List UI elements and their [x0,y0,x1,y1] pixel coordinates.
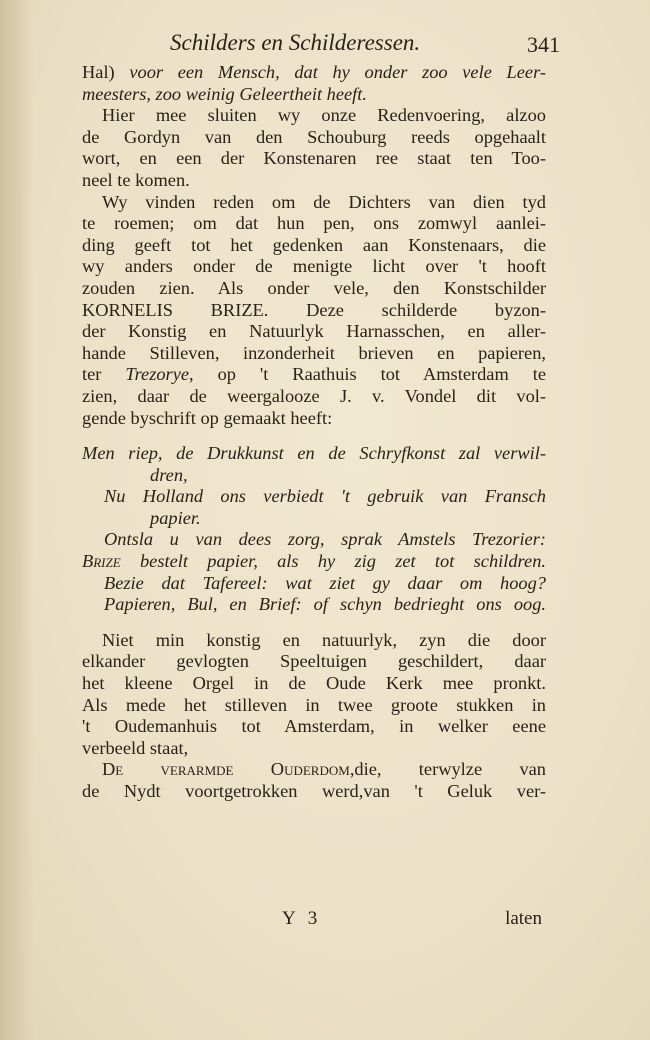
text-run: KORNELIS BRIZE. [82,299,269,320]
text-line [82,738,546,760]
text-run: ,die, terwylze van [349,759,546,780]
text-run: Wy vinden reden om de Dichters van dien tyd [102,191,546,212]
text-line [82,594,546,616]
text-run: wort, en een der Konstenaren ree staat ten Too- [82,148,546,169]
text-run: te roemen; om dat hun pen, ons zomwyl aanlei- [82,213,546,234]
text-run: Hier mee sluiten wy onze Redenvoering, alzoo [102,105,546,126]
text-line [82,235,546,257]
text-run: voor een Mensch, dat hy onder zoo vele Leer- [129,62,546,82]
page-header [170,30,560,58]
text-run: Ontsla u van dees zorg, sprak Amstels Trezorier: [104,529,546,550]
text-run: wy anders onder de menigte licht over 't hooft [82,256,546,277]
text-line [82,105,546,127]
text-run: , op 't Raathuis tot Amsterdam te [189,364,546,385]
text-line [82,256,546,278]
text-run: verbeeld staat, [82,737,189,758]
text-line [82,192,546,214]
text-run: de Nydt voortgetrokken werd,van 't Geluk ver- [82,781,546,801]
running-title: Schilders en Schilderessen. [170,30,421,55]
text-run: neel te komen. [82,169,190,190]
text-line [82,716,546,738]
text-run: Papieren, Bul, en Brief: of schyn bedrieght ons oog. [104,594,546,615]
text-line [82,695,546,717]
text-run: Niet min konstig en natuurlyk, zyn die door [102,629,546,650]
text-line [82,408,546,430]
text-run: Bezie dat Tafereel: wat ziet gy daar om hoog? [104,572,546,593]
text-line [82,465,546,487]
text-run: der Konstig en Natuurlyk Harnasschen, en aller- [82,321,546,342]
text-line [82,386,546,408]
poem-section [82,443,546,616]
text-run: bestelt papier, als hy zig zet tot schildren. [120,551,546,572]
text-line [82,781,546,803]
text-line [82,651,546,673]
text-run: Trezorye [125,364,190,385]
binding-gutter [0,0,34,1040]
text-line [82,443,546,465]
catchword: laten [505,908,542,929]
text-run: Brize [82,551,121,572]
text-run: elkander gevlogten Speeltuigen geschildert, daar [82,651,546,672]
text-line [82,148,546,170]
signature-mark: Y 3 [282,908,322,929]
text-line [82,486,546,508]
text-run: papier. [150,507,201,528]
text-line [82,170,546,192]
text-line [82,551,546,573]
text-line [82,343,546,365]
page-footer [282,908,542,932]
text-run: Als mede het stilleven in twee groote stukken in [82,694,546,715]
text-run: Hal) [82,62,130,82]
text-line [82,127,546,149]
text-line [82,364,546,386]
text-run: de Gordyn van den Schouburg reeds opgehaalt [82,126,546,147]
text-line [82,321,546,343]
text-run: ter [82,364,126,385]
text-line [82,84,546,106]
text-line [82,62,546,84]
text-line [82,213,546,235]
text-run: De verarmde Ouderdom [102,759,350,780]
text-run: Men riep, de Drukkunst en de Schryfkonst zal verwil- [82,443,546,464]
text-line [82,630,546,652]
text-line [82,278,546,300]
text-line [82,759,546,781]
body-text [82,62,546,803]
text-run: zien, daar de weergalooze J. v. Vondel dit vol- [82,385,546,406]
prose-section [82,62,546,429]
text-run: meesters, zoo weinig Geleertheit heeft. [82,83,367,104]
text-line [82,529,546,551]
text-run: gende byschrift op gemaakt heeft: [82,407,333,428]
text-run: Nu Holland ons verbiedt 't gebruik van Fransch [104,486,546,507]
page-number: 341 [527,32,560,57]
text-run: het kleene Orgel in de Oude Kerk mee pronkt. [82,673,546,694]
text-line [82,300,546,322]
text-line [82,508,546,530]
text-run: dren, [150,464,188,485]
text-run: hande Stilleven, inzonderheit brieven en papieren, [82,342,546,363]
text-line [82,573,546,595]
text-run: ding geeft tot het gedenken aan Konstenaars, die [82,234,546,255]
text-run: Deze schilderde byzon- [268,299,546,320]
text-run: zouden zien. Als onder vele, den Konstschilder [82,277,546,298]
text-line [82,673,546,695]
text-run: 't Oudemanhuis tot Amsterdam, in welker eene [82,716,546,737]
prose-section-continued [82,630,546,803]
